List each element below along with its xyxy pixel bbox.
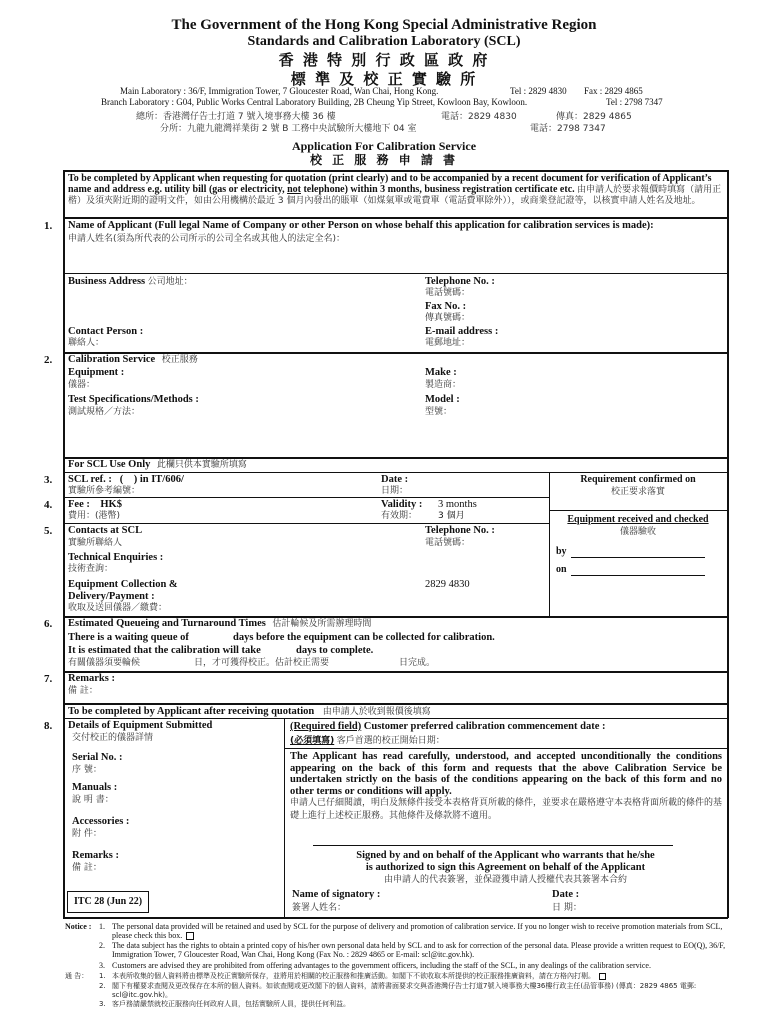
telephone-label: Telephone No. : [425,276,495,287]
contact-person-label: Contact Person : [68,326,144,337]
form-bottom-border [63,917,728,919]
collection-label: Equipment Collection & [68,579,178,590]
preferred-date-label-zh [290,735,445,747]
intro-text: To be completed by Applicant when requesting for quotation (print clearly) and to be accompanied by a recent document for verification of Applicant’s name and address e.g. utility bill (gas or electricity, [68,173,712,196]
make-label: Make : [425,367,457,378]
equipment-details-label-zh: 交付校正的儀器詳情 [72,733,154,743]
telephone-field[interactable] [505,276,723,298]
calibration-service-text-zh: 校正服務 [161,355,198,365]
collection-label-2: Delivery/Payment : [68,591,155,602]
accessories-label-zh: 附 件： [72,829,102,839]
main-lab-tel-zh: 電話：2829 4830 [441,112,517,122]
accessories-label: Accessories : [72,816,130,827]
notice-item-text: The personal data provided will be retained and used by SCL for the purpose of delivery and promotion of calibration service. If you no longer wish to receive promotion materials from SCL, please check this box. [112,922,723,940]
model-label: Model : [425,394,460,405]
branch-lab-address: Branch Laboratory : G04, Public Works Central Laboratory Building, 2B Cheung Yip Street, Kowloon Bay, Kowloon. [101,97,528,107]
notice-item-zh-number: 3. [99,1000,106,1008]
applicant-name-label: Name of Applicant (Full legal Name of Company or other Person on whose behalf this application for calibration services is made): [68,220,654,231]
sign-date-field[interactable] [595,888,723,914]
scl-contacts-label-zh: 實驗所聯絡人 [68,538,123,548]
scl-contacts-label: Contacts at SCL [68,525,143,536]
technical-enquiries-label-zh: 技術查詢： [68,564,114,574]
section-number: 4. [44,499,53,511]
government-title: The Government of the Hong Kong Special Administrative Region [171,17,597,33]
test-spec-label-zh: 測試規格／方法： [68,407,141,417]
signatory-field[interactable] [395,888,545,914]
notice-label: Notice : [65,922,92,931]
notice-label-zh: 通 告： [65,972,89,980]
collection-label-zh: 收取及送回儀器／繳費： [68,603,168,613]
opt-out-checkbox[interactable] [186,932,194,940]
required-field-tag-zh: (必須填寫) [290,736,335,746]
divider [63,718,728,719]
test-spec-field[interactable] [220,394,420,454]
opt-out-checkbox-zh[interactable] [599,973,606,980]
section-number: 7. [44,673,53,685]
queue-sentence-start: There is a waiting queue of [68,632,189,643]
date-label-zh: 日期： [381,486,409,496]
intro-text-zh: 由申請人於要求報價時填寫（請用正楷）及須夾附近期的證明文件，如由公用機構於最近 3 個月內發出的賬單（如煤氣單或電費單（電話費單除外）），或商業登記證等，以核實申請人姓名及地址。 [68,185,722,207]
calibration-service-label [68,354,198,366]
branch-lab-address-zh: 分所：九龍九龍灣祥業街 2 號 B 工務中央試驗所大樓地下 04 室 [160,124,417,134]
manuals-field[interactable] [130,782,281,806]
scl-telephone-label-zh: 電話號碼： [425,538,471,548]
signature-line[interactable] [313,845,673,846]
fax-label: Fax No. : [425,301,467,312]
email-label: E-mail address : [425,326,499,337]
queueing-text: Estimated Queueing and Turnaround Times [68,618,266,629]
email-label-zh: 電郵地址： [425,338,471,348]
accessories-field[interactable] [145,816,281,840]
section-number: 6. [44,618,53,630]
divider [63,273,728,274]
scl-telephone-label: Telephone No. : [425,525,495,536]
equipment-received-label: Equipment received and checked [567,514,709,525]
required-field-tag: (Required field) [290,721,362,732]
queue-sentence-zh-2: 日，才可獲得校正。估計校正需要 [194,658,330,668]
scl-remarks-label: Remarks : [68,673,115,684]
received-by-label: by [556,546,567,557]
agreement-text: The Applicant has read carefully, understood, and accepted unconditionally the conditions appearing on the back of this form and requests that the above Calibration Service be undertaken strictly on the basis of the conditions appearing on the back of this form and no other terms or conditions will apply. [290,751,722,797]
section-number: 8. [44,720,53,732]
equipment-received-label-zh: 儀器驗收 [619,527,656,537]
notice-item: Customers are advised they are prohibited from offering advantages to the government officers, including the staff of the SCL, in any dealings of the calibration service. [112,961,651,970]
after-quotation-text-zh: 由申請人於收到報價後填寫 [322,707,431,717]
preferred-date-text: Customer preferred calibration commencement date : [363,721,606,732]
after-quotation-label [68,706,431,718]
divider [63,472,728,473]
after-quotation-text: To be completed by Applicant after receiving quotation [68,706,315,717]
form-title: Application For Calibration Service [291,139,477,153]
applicant-name-field[interactable] [66,248,724,271]
validity-value: 3 months [438,499,477,510]
form-top-border [63,170,728,172]
date-label: Date : [381,474,409,485]
queueing-label [68,618,371,630]
section-number: 3. [44,474,53,486]
notice-item-zh: 閣下有權要求查閱及更改保存在本所的個人資料。如欲查閱或更改閣下的個人資料，請將書面要求交與香港灣仔告士打道7號入境事務大樓36樓行政主任(品管事務) (傳真：2829 4865 電郵: scl@itc.gov.hk)。 [112,982,697,999]
applicant-name-label-zh: 申請人姓名(須為所代表的公司所示的公司全名或其他人的法定全名)： [68,234,346,244]
branch-lab-tel: Tel : 2798 7347 [606,97,663,107]
signed-on-behalf-text: Signed by and on behalf of the Applicant who warrants that he/she [356,850,655,861]
received-by-line[interactable] [571,557,705,558]
serial-label: Serial No. : [72,752,123,763]
notice-item-zh-number: 2. [99,982,106,990]
section-number: 5. [44,525,53,537]
equipment-remarks-label-zh: 備 註： [72,863,102,873]
queue-sentence-end: days before the equipment can be collected for calibration. [233,632,495,643]
scl-ref-label-zh: 實驗所參考編號： [68,486,141,496]
manuals-label: Manuals : [72,782,118,793]
equipment-label-zh: 儀器： [68,380,96,390]
make-field[interactable] [470,367,723,391]
form-code: ITC 28 (Jun 22) [73,896,143,907]
estimate-sentence-end: days to complete. [296,645,374,656]
notice-item: The data subject has the rights to obtain a printed copy of his/her own personal data held by SCL and to ask for correction of the personal data. Please provide a written request to EO(Q), 36/F, Immigration Tower, 7 Gloucester Road, Wan Chai, Hong Kong (Fax No. : 2829 4865 or E-mail: scl@itc.gov.hk). [112,941,726,959]
fee-label: Fee : HK$ [68,499,122,510]
laboratory-title-zh: 標 準 及 校 正 實 驗 所 [290,70,478,88]
contact-person-field[interactable] [160,326,420,350]
intro-not: not [287,184,301,196]
received-on-line[interactable] [571,575,705,576]
queue-sentence-zh-1: 有關儀器須要輪候 [68,658,141,668]
scl-remarks-label-zh: 備 註： [68,686,98,696]
main-lab-address: Main Laboratory : 36/F, Immigration Tower, 7 Gloucester Road, Wan Chai, Hong Kong. [120,86,439,96]
queueing-text-zh: 估計輪候及所需辦理時間 [272,619,372,629]
scl-use-only-text-zh: 此欄只供本實驗所填寫 [156,460,247,470]
divider [284,748,727,749]
calibration-service-text: Calibration Service [68,354,156,365]
divider [63,497,549,498]
manuals-label-zh: 說 明 書： [72,795,114,805]
divider [63,217,728,219]
received-on-label: on [556,564,567,575]
technical-enquiries-label: Technical Enquiries : [68,552,164,563]
notice-item-number: 1. [99,922,105,931]
collection-telephone: 2829 4830 [425,579,470,590]
notice-item-number: 2. [99,941,105,950]
validity-label: Validity : [381,499,423,510]
main-lab-address-zh: 總所：香港灣仔告士打道 7 號入境事務大樓 36 樓 [136,112,336,122]
divider [63,523,549,524]
main-lab-fax: Fax : 2829 4865 [584,86,643,96]
form-title-zh: 校 正 服 務 申 請 書 [309,153,459,167]
sign-date-label-zh: 日 期： [552,903,582,913]
equipment-details-label: Details of Equipment Submitted [68,720,213,731]
notice-item-zh [112,972,727,981]
requirement-confirmed-label-zh: 校正要求落實 [610,487,665,497]
validity-value-zh: 3 個月 [438,511,465,521]
model-label-zh: 型號： [425,407,453,417]
business-address-text: Business Address [68,276,146,287]
main-lab-tel: Tel : 2829 4830 [510,86,567,96]
fax-label-zh: 傳真號碼： [425,313,471,323]
preferred-date-field[interactable] [540,722,724,746]
section-number: 1. [44,220,53,232]
notice-item-number: 3. [99,961,105,970]
estimate-sentence-start: It is estimated that the calibration will take [68,645,261,656]
sign-date-label: Date : [552,889,580,900]
form-right-border [727,170,729,918]
section-number: 2. [44,354,53,366]
divider [63,703,728,705]
scl-use-only-text: For SCL Use Only [68,459,151,470]
branch-lab-tel-zh: 電話：2798 7347 [530,124,606,134]
test-spec-label: Test Specifications/Methods : [68,394,199,405]
signatory-label: Name of signatory : [292,889,381,900]
email-field[interactable] [510,326,723,350]
equipment-remarks-field[interactable] [130,850,281,880]
laboratory-title: Standards and Calibration Laboratory (SCL) [247,34,521,49]
signed-authorized-text: is authorized to sign this Agreement on behalf of the Applicant [365,862,646,873]
make-label-zh: 製造商： [425,380,462,390]
queue-days-field[interactable] [204,631,230,643]
requirement-confirmed-label: Requirement confirmed on [580,474,696,485]
contact-person-label-zh: 聯絡人： [68,338,105,348]
intro-text-2: telephone) within 3 months, business registration certificate etc. [303,184,575,196]
validity-label-zh: 有效期： [381,511,418,521]
estimate-days-field[interactable] [270,644,294,656]
notice-item-zh-number: 1. [99,972,106,980]
government-title-zh: 香 港 特 別 行 政 區 政 府 [278,51,490,69]
notice-item-zh-text: 本表所收集的個人資料將由標準及校正實驗所保存，並將用於相關的校正服務和推廣活動。如閣下不欲收取本所提供的校正服務推廣資料，請在方格內打剔。 [112,972,595,980]
business-address-field[interactable] [147,276,420,324]
equipment-field[interactable] [140,367,420,391]
equipment-label: Equipment : [68,367,125,378]
serial-field[interactable] [135,752,281,776]
scl-use-only-label [68,459,247,471]
notice-item-zh: 客戶務請嚴禁就校正服務向任何政府人員，包括實驗所人員，提供任何利益。 [112,1000,350,1008]
fee-label-zh: 費用：(港幣) [68,511,121,521]
telephone-label-zh: 電話號碼： [425,288,471,298]
business-address-text-zh: 公司地址： [147,277,193,287]
fax-field[interactable] [480,301,723,323]
intro-instruction [68,173,724,207]
form-left-border [63,170,65,918]
main-lab-fax-zh: 傳真：2829 4865 [556,112,632,122]
model-field[interactable] [470,394,723,418]
notice-item [112,923,727,941]
agreement-text-zh: 申請人已仔細閱讀，明白及無條件接受本表格背頁所載的條件，並要求在嚴格遵守本表格背面所載的條件的基礎上進行上述校正服務。其他條件及條款將不適用。 [290,798,723,822]
preferred-date-text-zh: 客戶首選的校正開始日期： [336,736,445,746]
equipment-remarks-label: Remarks : [72,850,119,861]
divider [549,510,727,511]
signatory-label-zh: 簽署人姓名： [292,903,347,913]
scl-ref-label: SCL ref. : ( ) in IT/606/ [68,474,184,485]
signed-text-zh: 由申請人的代表簽署，並保證獲申請人授權代表其簽署本合約 [383,875,627,885]
serial-label-zh: 序 號： [72,765,102,775]
queue-sentence-zh-3: 日完成。 [399,658,436,668]
scl-remarks-field[interactable] [128,673,724,701]
